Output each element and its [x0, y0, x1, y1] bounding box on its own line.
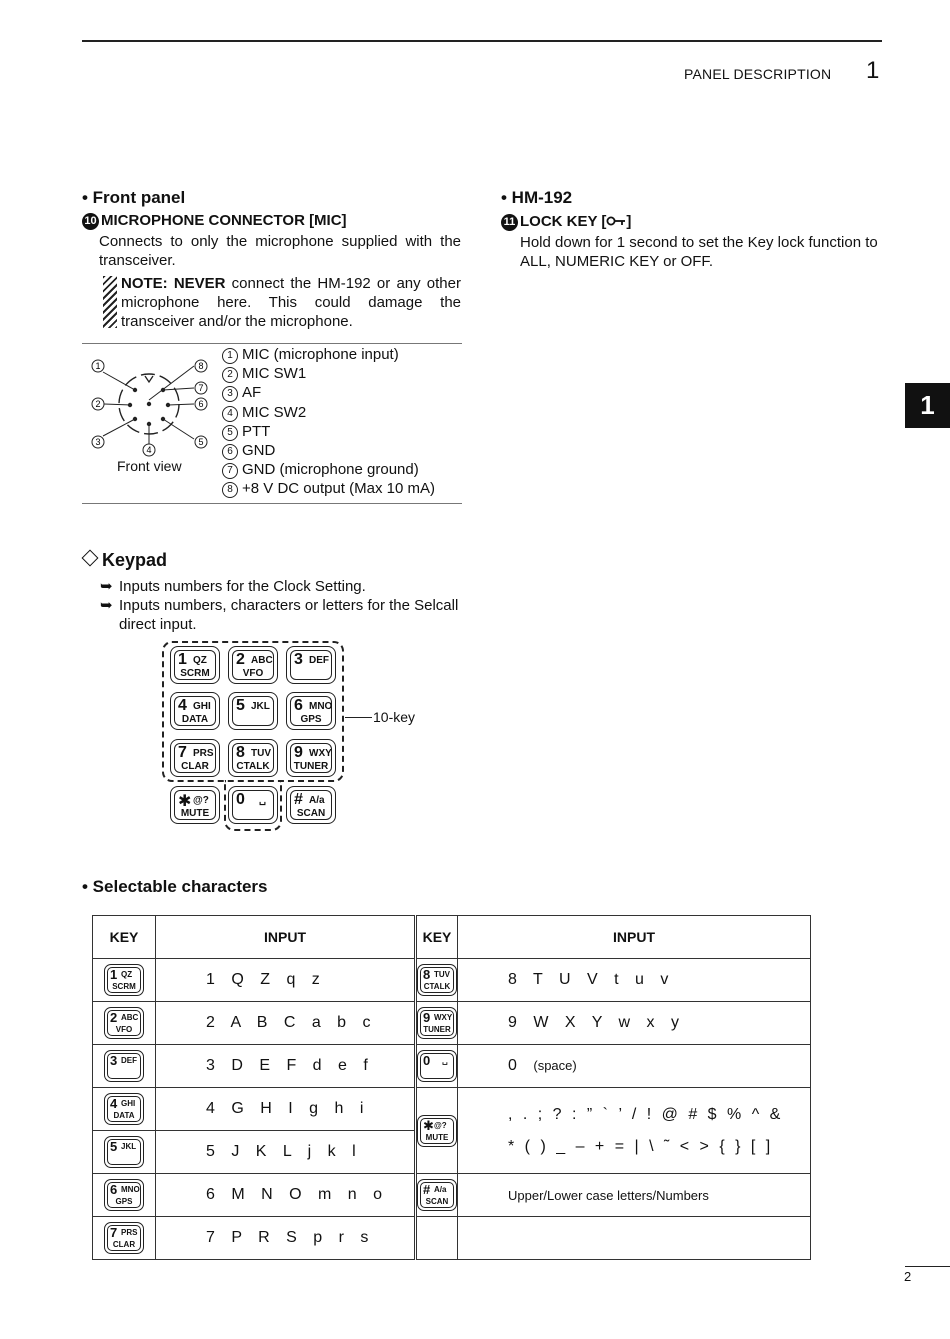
- diagram-caption: Front view: [117, 458, 182, 474]
- lock-key-label: LOCK KEY [: [520, 213, 607, 230]
- col-input-2: INPUT: [458, 916, 811, 959]
- svg-text:8: 8: [198, 361, 204, 371]
- lock-key-title: [501, 213, 631, 231]
- key-hash: # A/a SCAN: [417, 1179, 457, 1211]
- input-chars: 2 A B C a b c: [156, 1002, 416, 1045]
- table-row: [93, 1174, 811, 1217]
- key-3[interactable]: 3 DEF: [286, 646, 336, 684]
- svg-text:3: 3: [95, 437, 101, 447]
- svg-text:7: 7: [198, 383, 204, 393]
- empty-cell: [416, 1217, 458, 1260]
- key-2: 2 ABC VFO: [104, 1007, 144, 1039]
- key-7[interactable]: 7 PRS CLAR: [170, 739, 220, 777]
- note-body: connect the HM-192 or any other microphone here. This could damage the transceiver and/or the microphone.: [121, 275, 461, 330]
- key-hash[interactable]: # A/a SCAN: [286, 786, 336, 824]
- table-row: [93, 959, 811, 1002]
- input-chars: 0 (space): [458, 1045, 811, 1088]
- input-chars: 1 Q Z q z: [156, 959, 416, 1002]
- table-row: [93, 1002, 811, 1045]
- pin-list: [222, 345, 435, 499]
- mic-connector-label: MICROPHONE CONNECTOR [MIC]: [101, 212, 347, 229]
- input-chars: 6 M N O m n o: [156, 1174, 416, 1217]
- pin-item: 1 MIC (microphone input): [222, 345, 435, 364]
- pin-item: 5 PTT: [222, 422, 435, 441]
- key-6: 6 MNO GPS: [104, 1179, 144, 1211]
- table-row: [93, 1045, 811, 1088]
- pin-item: 8 +8 V DC output (Max 10 mA): [222, 479, 435, 498]
- col-key-2: KEY: [416, 916, 458, 959]
- mic-connector-description: Connects to only the microphone supplied with the transceiver.: [99, 233, 461, 269]
- section-title: PANEL DESCRIPTION: [684, 66, 832, 82]
- note-bold: NOTE: NEVER: [121, 275, 226, 292]
- key-4: 4 GHI DATA: [104, 1093, 144, 1125]
- item-number-badge: 11: [501, 214, 518, 231]
- item-number-badge: 10: [82, 213, 99, 230]
- svg-text:4: 4: [146, 445, 152, 455]
- svg-text:2: 2: [95, 399, 101, 409]
- key-5: 5 JKL: [104, 1136, 144, 1168]
- key-star: ✱ @? MUTE: [417, 1115, 457, 1147]
- input-symbols: , . ; ? : ” ` ’ / ! @ # $ % ^ & * ( ) _ – + = | \ ˜ < > { } [ ]: [458, 1088, 811, 1174]
- selectable-characters-table: [92, 915, 811, 1260]
- key-9[interactable]: 9 WXY TUNER: [286, 739, 336, 777]
- input-chars: 5 J K L j k l: [156, 1131, 416, 1174]
- space-note: (space): [533, 1058, 577, 1073]
- table-header-row: [93, 916, 811, 959]
- arrow-icon: ➥: [100, 578, 113, 595]
- key-2[interactable]: 2 ABC VFO: [228, 646, 278, 684]
- input-chars: 3 D E F d e f: [156, 1045, 416, 1088]
- key-9: 9 WXY TUNER: [417, 1007, 457, 1039]
- input-chars: Upper/Lower case letters/Numbers: [458, 1174, 811, 1217]
- col-input: INPUT: [156, 916, 416, 959]
- mic-connector-diagram: [86, 352, 222, 467]
- page-number: 2: [904, 1269, 912, 1284]
- table-row: [93, 1088, 811, 1131]
- pin-item: 3 AF: [222, 383, 435, 402]
- table-bottom-rule: [82, 503, 462, 504]
- chapter-tab[interactable]: 1: [905, 383, 950, 428]
- col-key: KEY: [93, 916, 156, 959]
- key-0[interactable]: 0 ␣: [228, 786, 278, 824]
- svg-text:5: 5: [198, 437, 204, 447]
- list-item: ➥ Inputs numbers for the Clock Setting.: [100, 578, 366, 595]
- pin-item: 4 MIC SW2: [222, 403, 435, 422]
- key-1[interactable]: 1 QZ SCRM: [170, 646, 220, 684]
- note-text: [121, 274, 461, 331]
- arrow-icon: ➥: [100, 597, 113, 614]
- chapter-number: 1: [866, 57, 880, 84]
- lock-key-description: Hold down for 1 second to set the Key lock function to ALL, NUMERIC KEY or OFF.: [520, 234, 878, 270]
- input-chars: 7 P R S p r s: [156, 1217, 416, 1260]
- input-chars: 4 G H I g h i: [156, 1088, 416, 1131]
- list-item: ➥ Inputs numbers, characters or letters for the Selcall direct input.: [100, 597, 459, 633]
- diamond-icon: [82, 550, 99, 567]
- note-hatch-icon: [103, 276, 117, 328]
- table-row: [93, 1217, 811, 1260]
- input-chars: 8 T U V t u v: [458, 959, 811, 1002]
- ten-key-label: 10-key: [373, 709, 416, 725]
- svg-text:6: 6: [198, 399, 204, 409]
- keypad-bullets: [100, 577, 462, 634]
- key-1: 1 QZ SCRM: [104, 964, 144, 996]
- lock-key-bracket: ]: [626, 213, 632, 230]
- input-chars: 9 W X Y w x y: [458, 1002, 811, 1045]
- svg-text:1: 1: [95, 361, 101, 371]
- key-8: 8 TUV CTALK: [417, 964, 457, 996]
- empty-cell: [458, 1217, 811, 1260]
- table-top-rule: [82, 343, 462, 344]
- keypad-title: Keypad: [102, 550, 168, 570]
- pin-item: 2 MIC SW1: [222, 364, 435, 383]
- key-3: 3 DEF: [104, 1050, 144, 1082]
- callout-line: [345, 717, 372, 718]
- mic-connector-title: [82, 212, 347, 230]
- key-5[interactable]: 5 JKL: [228, 692, 278, 730]
- key-icon: [606, 215, 626, 227]
- pin-item: 7 GND (microphone ground): [222, 460, 435, 479]
- key-4[interactable]: 4 GHI DATA: [170, 692, 220, 730]
- header-rule: [82, 40, 882, 42]
- key-8[interactable]: 8 TUV CTALK: [228, 739, 278, 777]
- selectable-heading: • Selectable characters: [82, 877, 268, 896]
- pin-item: 6 GND: [222, 441, 435, 460]
- key-6[interactable]: 6 MNO GPS: [286, 692, 336, 730]
- key-7: 7 PRS CLAR: [104, 1222, 144, 1254]
- key-0: 0 ␣: [417, 1050, 457, 1082]
- hm192-heading: • HM-192: [501, 188, 573, 207]
- footer-rule: [905, 1266, 950, 1267]
- key-star[interactable]: ✱ @? MUTE: [170, 786, 220, 824]
- keypad-heading: [82, 550, 167, 571]
- front-panel-heading: • Front panel: [82, 188, 186, 207]
